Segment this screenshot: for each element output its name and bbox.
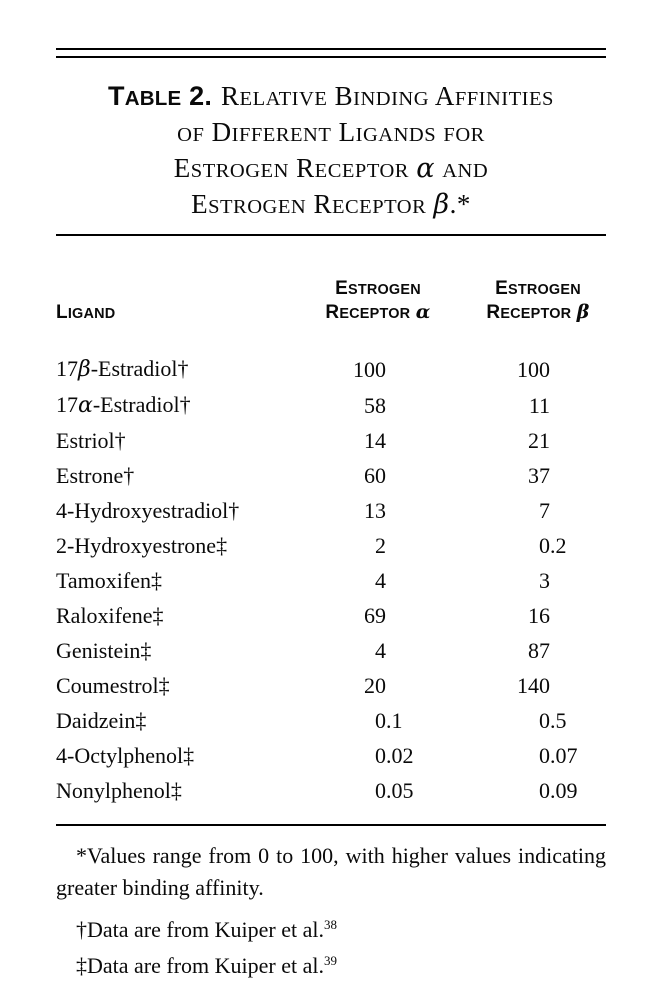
integer-part: 0	[375, 708, 386, 733]
small-caps-run: IGAND	[67, 306, 116, 322]
table-row	[56, 773, 606, 808]
fraction-part: .05	[386, 778, 414, 803]
er-beta-value	[470, 563, 606, 598]
table-row	[56, 738, 606, 773]
ligand-cell: 17α-Estradiol†	[56, 392, 191, 418]
table-row	[56, 703, 606, 738]
small-caps-run: STROGEN	[208, 196, 307, 218]
fraction-part: .09	[550, 778, 578, 803]
er-alpha-value	[286, 423, 470, 458]
table-title	[56, 80, 606, 224]
er-beta-value	[470, 668, 606, 703]
er-beta-value	[470, 703, 606, 738]
integer-part: 0	[375, 743, 386, 768]
ligand-cell: Coumestrol‡	[56, 673, 170, 698]
title-line: ESTROGEN RECEPTOR β.*	[191, 189, 471, 220]
ligand-cell: 17β-Estradiol†	[56, 356, 189, 382]
er-alpha-value	[286, 633, 470, 668]
ligand-cell: Daidzein‡	[56, 708, 147, 733]
er-alpha-value	[286, 738, 470, 773]
small-caps-run: STROGEN	[508, 282, 581, 298]
integer-part: 87	[528, 638, 550, 663]
er-alpha-value	[286, 493, 470, 528]
er-beta-value	[470, 738, 606, 773]
footnote-reference-number: 39	[324, 953, 337, 968]
er-beta-value	[470, 773, 606, 808]
table-header	[56, 236, 606, 325]
integer-part: 37	[528, 463, 550, 488]
fraction-part: .5	[550, 708, 567, 733]
integer-part: 11	[528, 392, 550, 418]
table-row	[56, 387, 606, 423]
title-line	[56, 80, 606, 116]
small-caps-run: FOR	[443, 124, 485, 146]
table-row	[56, 325, 606, 387]
small-caps-run: IFFERENT	[231, 124, 332, 146]
greek-letter: β	[433, 189, 450, 220]
small-caps-run: ABLE	[124, 87, 182, 110]
ligand-cell: 4-Hydroxyestradiol†	[56, 498, 240, 523]
ligand-cell: Estrone†	[56, 463, 135, 488]
greek-letter: α	[78, 393, 93, 418]
integer-part: 7	[539, 498, 550, 523]
column-header-ligand	[56, 236, 286, 325]
small-caps-run: ECEPTOR	[331, 196, 427, 218]
er-alpha-value	[286, 325, 470, 387]
integer-part: 0	[539, 708, 550, 733]
small-caps-run: FFINITIES	[454, 88, 554, 110]
table-content-column	[56, 0, 606, 982]
integer-part: 3	[539, 568, 550, 593]
greek-letter: β	[78, 357, 91, 382]
integer-part: 60	[364, 463, 386, 488]
er-alpha-value	[286, 563, 470, 598]
table-row	[56, 458, 606, 493]
ligand-cell: Raloxifene‡	[56, 603, 164, 628]
table-row	[56, 493, 606, 528]
footnote-text: ‡Data are from Kuiper et al.	[76, 953, 324, 978]
table-body	[56, 325, 606, 808]
small-caps-run: STROGEN	[348, 282, 421, 298]
fraction-part: .07	[550, 743, 578, 768]
table-row	[56, 668, 606, 703]
integer-part: 13	[364, 498, 386, 523]
greek-letter: β	[576, 301, 590, 323]
small-caps-run: ECEPTOR	[314, 160, 409, 182]
er-beta-value	[470, 598, 606, 633]
er-alpha-value	[286, 598, 470, 633]
binding-affinity-table	[56, 236, 606, 808]
table-number-label: TABLE 2.	[108, 81, 213, 111]
header-line: ESTROGEN	[495, 278, 581, 299]
er-alpha-value	[286, 387, 470, 423]
footnote-dagger-source	[56, 914, 606, 946]
integer-part: 2	[375, 533, 386, 558]
integer-part: 0	[539, 533, 550, 558]
header-line: RECEPTOR β	[486, 301, 590, 323]
header-line: RECEPTOR α	[325, 301, 431, 323]
er-beta-value	[470, 528, 606, 563]
integer-part: 14	[364, 428, 386, 453]
top-double-rule	[56, 48, 606, 58]
small-caps-run: INDING	[353, 88, 430, 110]
integer-part: 100	[353, 356, 386, 382]
integer-part: 4	[375, 568, 386, 593]
er-alpha-value	[286, 773, 470, 808]
er-beta-value	[470, 633, 606, 668]
greek-letter: α	[416, 153, 435, 184]
ligand-cell: 2-Hydroxyestrone‡	[56, 533, 228, 558]
title-line: OF DIFFERENT LIGANDS FOR	[177, 117, 485, 147]
header-line: LIGAND	[56, 302, 116, 323]
er-alpha-value	[286, 703, 470, 738]
table-row	[56, 598, 606, 633]
table-row	[56, 563, 606, 598]
integer-part: 20	[364, 673, 386, 698]
table-row	[56, 633, 606, 668]
integer-part: 0	[539, 743, 550, 768]
footnote-rule	[56, 824, 606, 826]
er-beta-value	[470, 423, 606, 458]
integer-part: 21	[528, 428, 550, 453]
small-caps-run: ECEPTOR	[500, 306, 572, 322]
ligand-cell: Nonylphenol‡	[56, 778, 182, 803]
ligand-cell: Genistein‡	[56, 638, 152, 663]
er-alpha-value	[286, 458, 470, 493]
small-caps-run: ECEPTOR	[339, 306, 411, 322]
integer-part: 58	[364, 392, 386, 418]
er-beta-value	[470, 325, 606, 387]
er-beta-value	[470, 493, 606, 528]
integer-part: 140	[517, 673, 550, 698]
integer-part: 0	[375, 778, 386, 803]
fraction-part: .2	[550, 533, 567, 558]
footnote-text: *Values range from 0 to 100, with higher values indicating greater binding affinity.	[56, 843, 606, 900]
small-caps-run: ELATIVE	[239, 88, 328, 110]
footnote-text: †Data are from Kuiper et al.	[76, 917, 324, 942]
footnotes	[56, 840, 606, 982]
er-beta-value	[470, 458, 606, 493]
integer-part: 100	[517, 356, 550, 382]
small-caps-run: AND	[442, 160, 489, 182]
table-row	[56, 528, 606, 563]
integer-part: 69	[364, 603, 386, 628]
header-line: ESTROGEN	[335, 278, 421, 299]
ligand-cell: 4-Octylphenol‡	[56, 743, 195, 768]
integer-part: 0	[539, 778, 550, 803]
title-line: ESTROGEN RECEPTOR α AND	[173, 153, 489, 184]
integer-part: 4	[375, 638, 386, 663]
column-header-er-beta	[470, 236, 606, 325]
ligand-cell: Estriol†	[56, 428, 126, 453]
er-alpha-value	[286, 528, 470, 563]
small-caps-run: IGANDS	[355, 124, 437, 146]
table-row	[56, 423, 606, 458]
fraction-part: .02	[386, 743, 414, 768]
header-row	[56, 236, 606, 325]
small-caps-run: OF	[177, 124, 205, 146]
column-header-er-alpha	[286, 236, 470, 325]
title-text: RELATIVE BINDING AFFINITIES	[221, 81, 554, 111]
footnote-double-dagger-source	[56, 950, 606, 982]
greek-letter: α	[415, 301, 431, 323]
fraction-part: .1	[386, 708, 403, 733]
er-alpha-value	[286, 668, 470, 703]
footnote-reference-number: 38	[324, 917, 337, 932]
er-beta-value	[470, 387, 606, 423]
integer-part: 16	[528, 603, 550, 628]
ligand-cell: Tamoxifen‡	[56, 568, 162, 593]
small-caps-run: STROGEN	[190, 160, 289, 182]
footnote-values-range	[56, 840, 606, 904]
